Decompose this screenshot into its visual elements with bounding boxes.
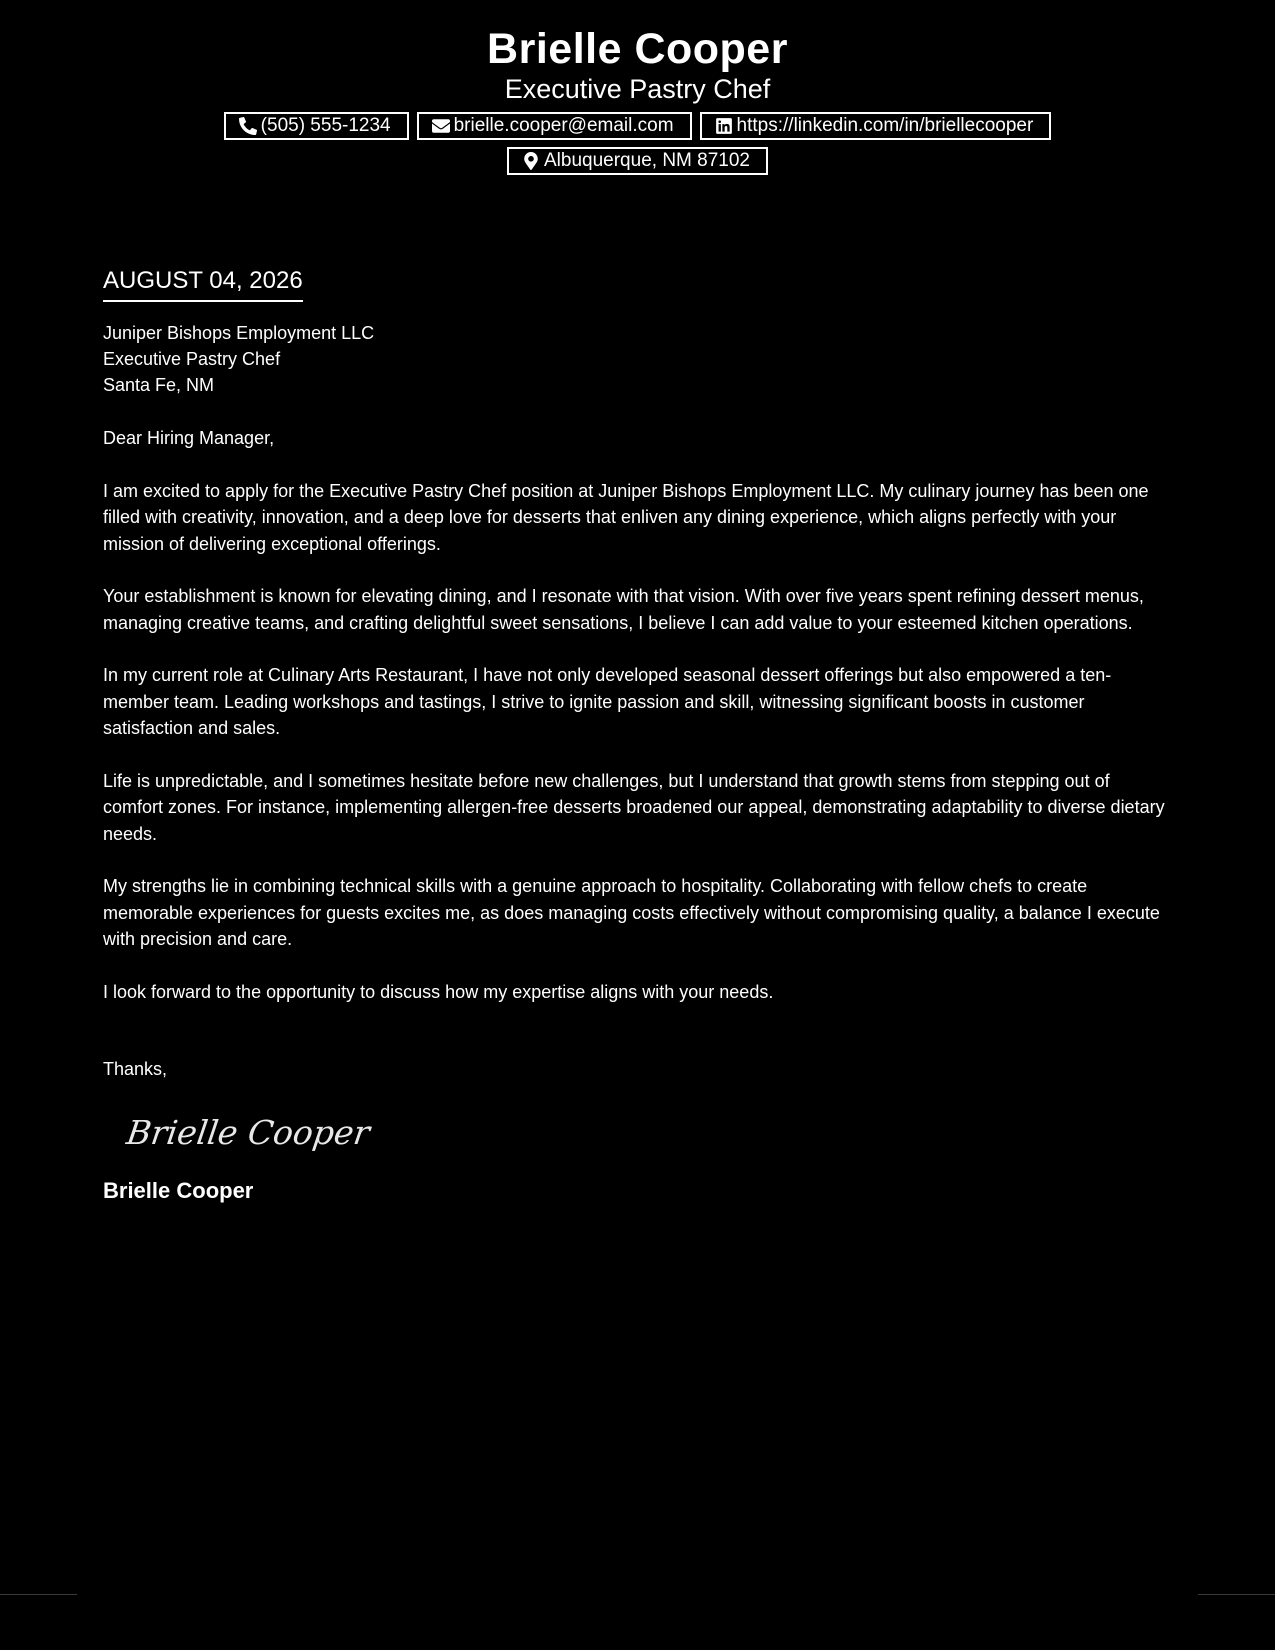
contact-location[interactable] [507,147,768,175]
map-marker-icon [521,151,541,171]
footer-divider-left [0,1594,77,1595]
linkedin-icon [714,116,734,136]
body-paragraph: My strengths lie in combining technical skills with a genuine approach to hospitality. Collaborating with fellow chefs to create memorable experiences for guests excites me, as does managing costs effectively without compromising quality, a balance I execute with precision and care. [103,876,1160,949]
body-paragraph: In my current role at Culinary Arts Restaurant, I have not only developed seasonal dessert offerings but also empowered a ten-member team. Leading workshops and tastings, I strive to ignite passion and skill, witnessing significant boosts in customer satisfaction and sales. [103,665,1112,738]
contact-row-secondary [0,147,1275,175]
footer-divider-right [1198,1594,1275,1595]
signed-name: Brielle Cooper [103,1177,254,1203]
handwritten-signature [124,1111,1173,1155]
signature-text: Brielle Cooper [124,1112,373,1152]
contact-email[interactable] [417,112,692,140]
letter-body [103,266,1173,1205]
recipient-location: Santa Fe, NM [103,375,215,395]
body-paragraph: I am excited to apply for the Executive Pastry Chef position at Juniper Bishops Employment LLC. My culinary journey has been one filled with creativity, innovation, and a deep love for desserts that enliven any dining experience, which aligns perfectly with your mission of delivering exceptional offerings. [103,480,1149,554]
body-paragraph: I look forward to the opportunity to discuss how my expertise aligns with your needs. [103,981,774,1002]
letter-header [0,24,1275,175]
recipient-block [103,320,1173,398]
contact-linkedin[interactable] [700,112,1052,140]
recipient-position: Executive Pastry Chef [103,349,281,369]
applicant-title: Executive Pastry Chef [504,74,771,104]
contact-location-text: Albuquerque, NM 87102 [544,150,750,171]
contact-linkedin-text: https://linkedin.com/in/briellecooper [736,115,1034,136]
envelope-icon [431,116,451,136]
contact-phone[interactable] [224,112,409,140]
body-paragraph: Life is unpredictable, and I sometimes hesitate before new challenges, but I understand that growth stems from stepping out of comfort zones. For instance, implementing allergen-free desserts broadened our appeal, demonstrating adaptability to diverse dietary needs. [103,770,1165,844]
contact-phone-text: (505) 555-1234 [260,115,391,136]
body-paragraph: Your establishment is known for elevating dining, and I resonate with that vision. With over five years spent refining dessert menus, managing creative teams, and crafting delightful sweet sensations, I believe I can add value to your esteemed kitchen operations. [103,586,1144,633]
closing: Thanks, [103,1059,168,1079]
recipient-company: Juniper Bishops Employment LLC [103,323,375,343]
salutation: Dear Hiring Manager, [103,428,275,448]
letter-date: AUGUST 04, 2026 [103,266,303,302]
contact-email-text: brielle.cooper@email.com [453,115,674,136]
contact-row-primary [0,112,1275,140]
phone-icon [238,116,258,136]
applicant-name: Brielle Cooper [487,25,788,73]
